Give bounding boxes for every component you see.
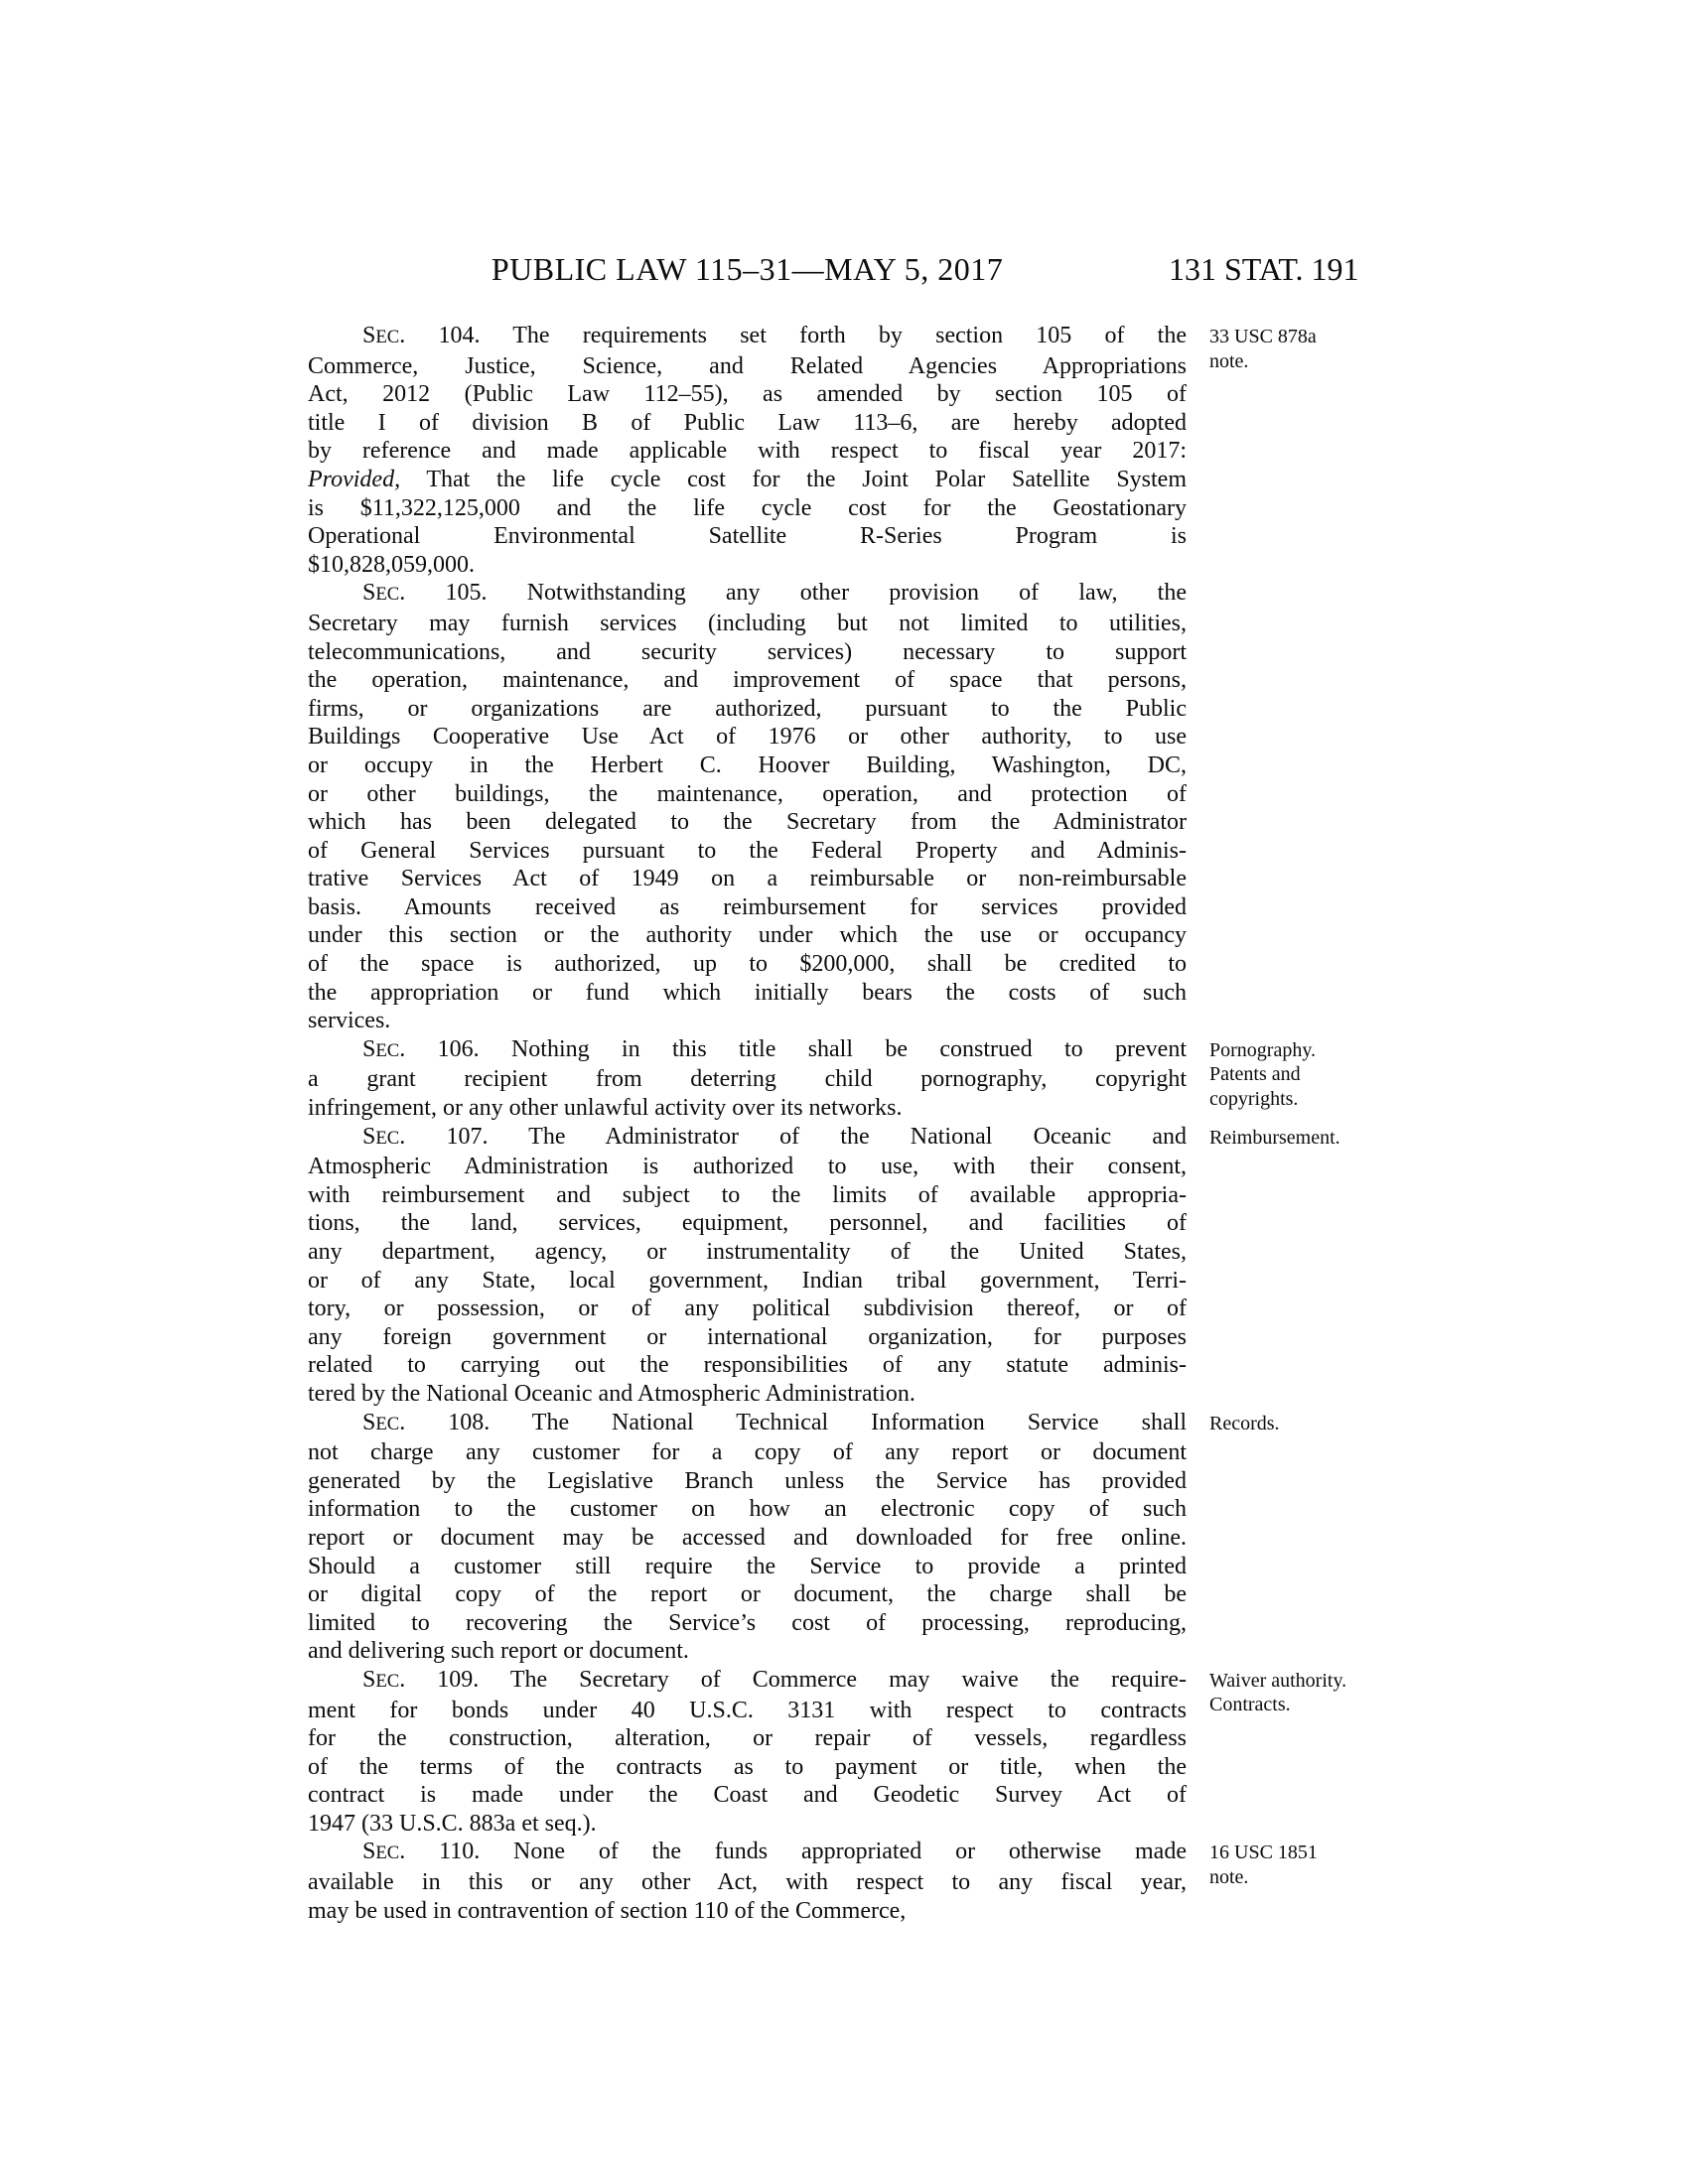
margin-note-line: Pornography. xyxy=(1209,1038,1317,1061)
margin-note-sec-110 xyxy=(1209,1841,1438,1889)
margin-note-line: Reimbursement. xyxy=(1209,1126,1340,1149)
text-line: generated by the Legislative Branch unless the Service has provided xyxy=(308,1467,1187,1494)
text-line: Buildings Cooperative Use Act of 1976 or other authority, to use xyxy=(308,724,1187,751)
text-line: or occupy in the Herbert C. Hoover Building, Washington, DC, xyxy=(308,751,1187,778)
margin-note-sec-104 xyxy=(1209,325,1438,373)
text-line: which has been delegated to the Secretary from the Administrator xyxy=(308,809,1187,836)
text-line: or other buildings, the maintenance, operation, and protection of xyxy=(308,780,1187,807)
section-sec-109 xyxy=(308,1666,1347,1839)
text-line: of General Services pursuant to the Federal Property and Adminis- xyxy=(308,837,1187,864)
margin-note-sec-108 xyxy=(1209,1412,1438,1436)
text-line: the appropriation or fund which initially bears the costs of such xyxy=(308,979,1187,1006)
text-line: infringement, or any other unlawful activity over its networks. xyxy=(308,1095,903,1122)
text-line: the operation, maintenance, and improvement of space that persons, xyxy=(308,667,1187,694)
stat-page-number: 131 STAT. 191 xyxy=(1169,251,1359,287)
margin-note-line: note. xyxy=(1209,349,1249,372)
text-line: report or document may be accessed and downloaded for free online. xyxy=(308,1524,1187,1551)
text-line: not charge any customer for a copy of any report or document xyxy=(308,1439,1187,1466)
section-sec-108 xyxy=(308,1409,1280,1666)
text-line: for the construction, alteration, or repair of vessels, regardless xyxy=(308,1725,1187,1752)
text-line: Secretary may furnish services (including but not limited to utilities, xyxy=(308,610,1187,636)
text-line: 1947 (33 U.S.C. 883a et seq.). xyxy=(308,1810,597,1837)
text-line: limited to recovering the Service’s cost of processing, reproducing, xyxy=(308,1609,1187,1636)
text-line: SEC. 110. None of the funds appropriated or otherwise made xyxy=(362,1839,1187,1865)
section-sec-105 xyxy=(308,579,1187,1035)
text-line: firms, or organizations are authorized, pursuant to the Public xyxy=(308,695,1187,722)
text-line: of the terms of the contracts as to payment or title, when the xyxy=(308,1753,1187,1780)
text-line: SEC. 108. The National Technical Information Service shall xyxy=(362,1409,1187,1435)
section-sec-110 xyxy=(308,1838,1318,1925)
margin-note-sec-107 xyxy=(1209,1126,1438,1151)
text-line: a grant recipient from deterring child pornography, copyright xyxy=(308,1066,1187,1093)
margin-note-line: Waiver authority. xyxy=(1209,1669,1347,1692)
text-line: title I of division B of Public Law 113–6, are hereby adopted xyxy=(308,409,1187,436)
text-line: under this section or the authority under which the use or occupancy xyxy=(308,922,1187,949)
text-line: SEC. 107. The Administrator of the National Oceanic and xyxy=(362,1123,1187,1150)
text-line: SEC. 106. Nothing in this title shall be construed to prevent xyxy=(362,1035,1187,1062)
margin-note-line: Contracts. xyxy=(1209,1694,1291,1716)
text-line: related to carrying out the responsibilities of any statute adminis- xyxy=(308,1352,1187,1379)
section-sec-107 xyxy=(308,1123,1340,1409)
text-line: of the space is authorized, up to $200,000, shall be credited to xyxy=(308,951,1187,978)
running-head-title: PUBLIC LAW 115–31—MAY 5, 2017 xyxy=(491,251,1004,287)
text-line: Act, 2012 (Public Law 112–55), as amended by section 105 of xyxy=(308,381,1187,408)
text-line: Atmospheric Administration is authorized to use, with their consent, xyxy=(308,1154,1187,1180)
text-line: trative Services Act of 1949 on a reimbursable or non-reimbursable xyxy=(308,866,1187,892)
text-line: or of any State, local government, Indian tribal government, Terri- xyxy=(308,1267,1187,1294)
text-line: services. xyxy=(308,1008,391,1034)
text-line: Commerce, Justice, Science, and Related Agencies Appropriations xyxy=(308,352,1187,379)
text-line: SEC. 104. The requirements set forth by section 105 of the xyxy=(362,323,1187,348)
margin-note-line: Records. xyxy=(1209,1412,1280,1434)
text-line: with reimbursement and subject to the limits of available appropria- xyxy=(308,1181,1187,1208)
margin-note-line: Patents and xyxy=(1209,1063,1301,1086)
margin-note-sec-106 xyxy=(1209,1038,1438,1112)
text-line: Should a customer still require the Service to provide a printed xyxy=(308,1553,1187,1579)
section-sec-106 xyxy=(308,1035,1317,1123)
text-line: Operational Environmental Satellite R-Series Program is xyxy=(308,523,1187,550)
text-line: is $11,322,125,000 and the life cycle cost for the Geostationary xyxy=(308,494,1187,521)
text-line: any department, agency, or instrumentality of the United States, xyxy=(308,1239,1187,1265)
text-line: any foreign government or international organization, for purposes xyxy=(308,1323,1187,1350)
text-line: may be used in contravention of section 110 of the Commerce, xyxy=(308,1897,907,1924)
text-line: telecommunications, and security services) necessary to support xyxy=(308,638,1187,665)
body-column xyxy=(308,322,1347,1925)
margin-note-line: note. xyxy=(1209,1865,1249,1888)
text-line: tory, or possession, or of any political subdivision thereof, or of xyxy=(308,1296,1187,1322)
text-line: SEC. 105. Notwithstanding any other provision of law, the xyxy=(362,580,1187,607)
text-line: tions, the land, services, equipment, personnel, and facilities of xyxy=(308,1210,1187,1237)
text-line: contract is made under the Coast and Geodetic Survey Act of xyxy=(308,1782,1187,1809)
section-sec-104 xyxy=(308,322,1317,579)
text-line: information to the customer on how an electronic copy of such xyxy=(308,1496,1187,1523)
text-line: ment for bonds under 40 U.S.C. 3131 with respect to contracts xyxy=(308,1697,1187,1723)
text-line: SEC. 109. The Secretary of Commerce may waive the require- xyxy=(362,1666,1187,1693)
margin-note-line: copyrights. xyxy=(1209,1087,1299,1110)
text-line: or digital copy of the report or document, the charge shall be xyxy=(308,1581,1187,1608)
margin-note-sec-109 xyxy=(1209,1669,1438,1717)
margin-note-line: 16 USC 1851 xyxy=(1209,1842,1318,1864)
margin-note-line: 33 USC 878a xyxy=(1209,326,1317,347)
text-line: and delivering such report or document. xyxy=(308,1638,689,1665)
text-line: by reference and made applicable with respect to fiscal year 2017: xyxy=(308,438,1187,465)
text-line: tered by the National Oceanic and Atmospheric Administration. xyxy=(308,1380,915,1407)
text-line: Provided, That the life cycle cost for the Joint Polar Satellite System xyxy=(308,466,1187,492)
text-line: available in this or any other Act, with respect to any fiscal year, xyxy=(308,1869,1187,1896)
text-line: basis. Amounts received as reimbursement for services provided xyxy=(308,893,1187,920)
text-line: $10,828,059,000. xyxy=(308,551,475,578)
